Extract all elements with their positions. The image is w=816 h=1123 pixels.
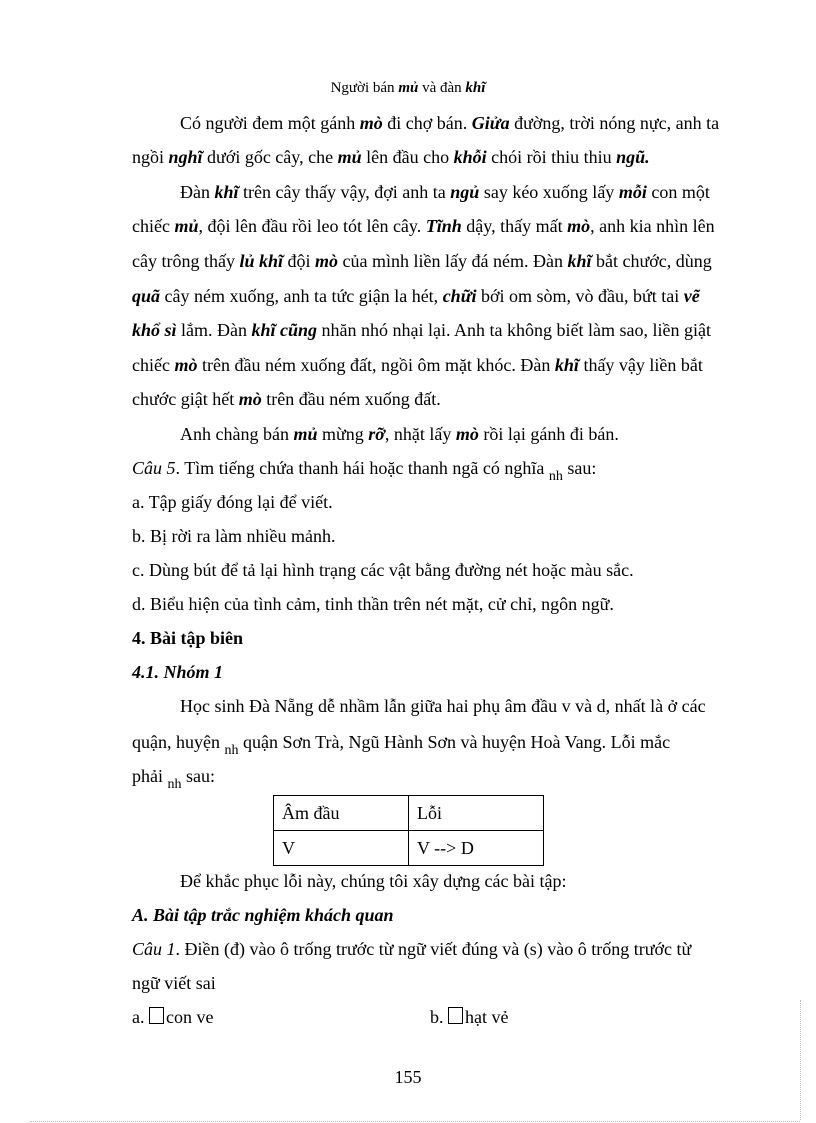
table-cell: V --> D <box>409 831 544 866</box>
table-cell: V <box>274 831 409 866</box>
hs-line-3: phải $_{nh}$ sau: <box>132 766 215 792</box>
page-bottom-border <box>30 1121 800 1122</box>
checkbox-a[interactable] <box>149 1007 164 1024</box>
cau1-line-1: Câu 1. Điền (đ) vào ô trống trước từ ngữ viết đúng và (s) vào ô trống trước từ <box>132 939 692 959</box>
page-title: Người bán mủ và đàn khĩ <box>330 80 486 96</box>
option-a: a. con ve <box>132 1007 214 1027</box>
p2-line-5: khổ sì lắm. Đàn khĩ cũng nhăn nhó nhại lại. Anh ta không biết làm sao, liền giật <box>132 320 711 340</box>
page-right-border <box>800 1000 801 1120</box>
error-table <box>273 795 544 866</box>
checkbox-b[interactable] <box>448 1007 463 1024</box>
section-4-heading: 4. Bài tập biên <box>132 628 244 648</box>
cau1-line-2: ngữ viết sai <box>132 973 216 993</box>
table-row <box>274 831 544 866</box>
khac-phuc-line: Để khắc phục lỗi này, chúng tôi xây dựng các bài tập: <box>180 871 567 891</box>
option-b: b. hạt vẻ <box>430 1007 509 1027</box>
p2-line-2: chiếc mủ, đội lên đầu rồi leo tót lên cây. Tĩnh dậy, thấy mất mò, anh kia nhìn lên <box>132 216 715 236</box>
p1-line-2: ngồi nghĩ dưới gốc cây, che mủ lên đầu cho khỗi chói rồi thiu thiu ngũ. <box>132 147 650 167</box>
cau5-question: Câu 5. Tìm tiếng chứa thanh hái hoặc thanh ngã có nghĩa $_{nh}$ sau: <box>132 458 597 484</box>
hs-line-1: Học sinh Đà Nẵng dễ nhầm lẫn giữa hai phụ âm đầu v và d, nhất là ở các <box>180 696 706 716</box>
item-d: d. Biểu hiện của tình cảm, tinh thần trên nét mặt, cử chỉ, ngôn ngữ. <box>132 594 614 614</box>
p2-line-3: cây trông thấy lủ khĩ đội mò của mình liền lấy đá ném. Đàn khĩ bắt chước, dùng <box>132 251 712 271</box>
table-row <box>274 796 544 831</box>
p2-line-7: chước giật hết mò trên đầu ném xuống đất. <box>132 389 441 409</box>
item-b: b. Bị rời ra làm nhiều mảnh. <box>132 526 336 546</box>
hs-line-2: quận, huyện $_{nh}$ quận Sơn Trà, Ngũ Hành Sơn và huyện Hoà Vang. Lỗi mắc <box>132 732 671 758</box>
page-number: 155 <box>394 1067 422 1087</box>
section-4-1-heading: 4.1. Nhóm 1 <box>132 662 224 682</box>
item-a: a. Tập giấy đóng lại để viết. <box>132 492 333 512</box>
table-header-loi: Lỗi <box>409 796 544 831</box>
item-c: c. Dùng bút để tả lại hình trạng các vật bằng đường nét hoặc màu sắc. <box>132 560 634 580</box>
section-a-heading: A. Bài tập trắc nghiệm khách quan <box>132 905 394 925</box>
p2-line-1: Đàn khĩ trên cây thấy vậy, đợi anh ta ngủ say kéo xuống lấy mỗi con một <box>180 182 710 202</box>
p1-line-1: Có người đem một gánh mò đi chợ bán. Giửa đường, trời nóng nực, anh ta <box>180 113 720 133</box>
p3-line: Anh chàng bán mủ mừng rỡ, nhặt lấy mò rồi lại gánh đi bán. <box>180 424 619 444</box>
p2-line-6: chiếc mò trên đầu ném xuống đất, ngồi ôm mặt khóc. Đàn khĩ thấy vậy liền bắt <box>132 355 703 375</box>
p2-line-4: quã cây ném xuống, anh ta tức giận la hét, chữi bới om sòm, vò đầu, bứt tai vẽ <box>132 286 700 306</box>
table-header-am-dau: Âm đầu <box>274 796 409 831</box>
